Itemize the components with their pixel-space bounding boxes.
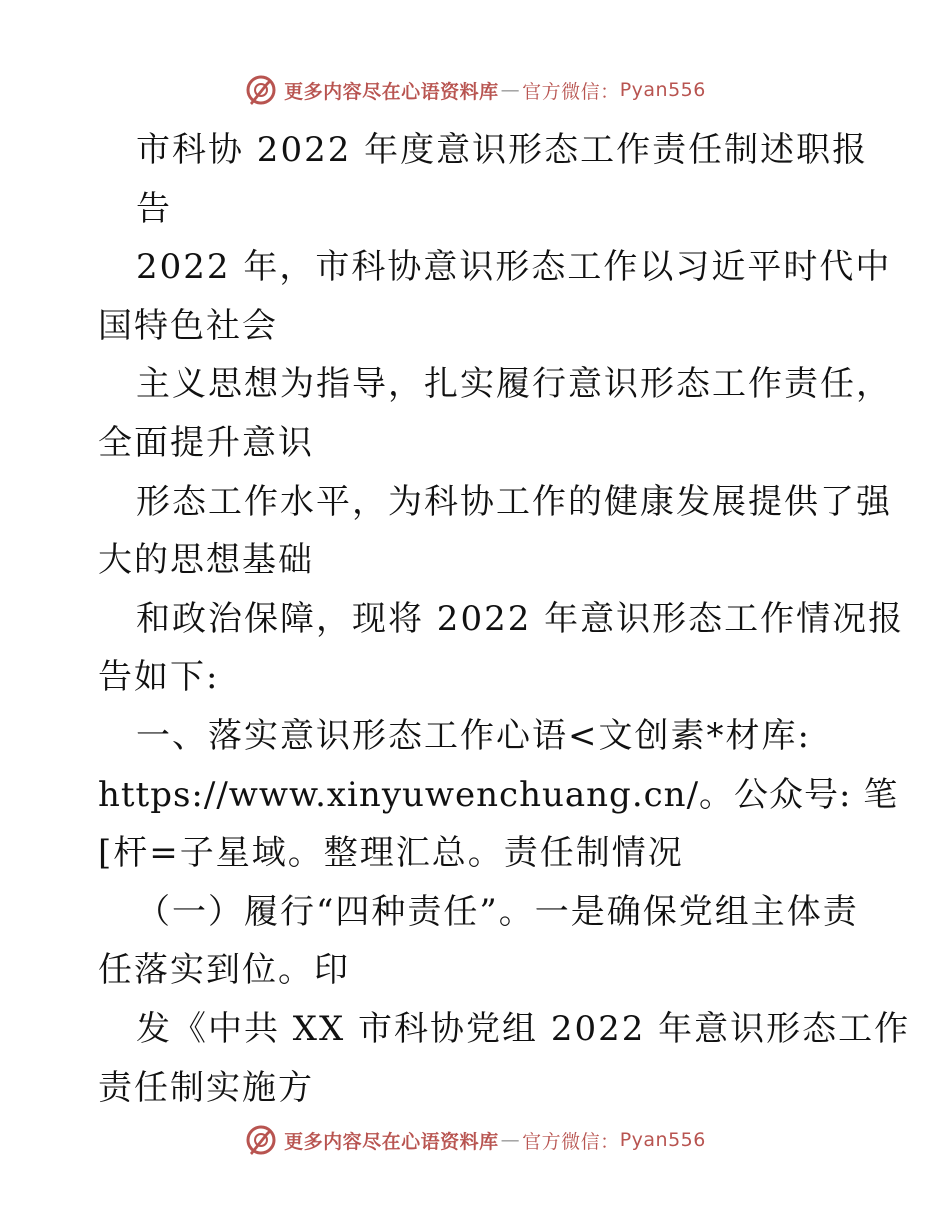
document-line: [杆=子星域。整理汇总。责任制情况	[98, 833, 684, 874]
banner-dash: —	[500, 79, 521, 101]
document-line: 发《中共 XX 市科协党组 2022 年意识形态工作	[136, 1008, 911, 1049]
document-body	[98, 121, 911, 1117]
banner-main-text: 更多内容尽在心语资料库	[284, 1130, 499, 1153]
banner-dash: —	[500, 1129, 521, 1151]
document-line: 市科协 2022 年度意识形态工作责任制述职报	[136, 130, 869, 170]
document-line: 任落实到位。印	[98, 950, 350, 991]
document-line: 主义思想为指导，扎实履行意识形态工作责任，	[136, 364, 892, 405]
document-line: 告	[136, 188, 172, 229]
document-line: 国特色社会	[98, 305, 278, 346]
document-line: 大的思想基础	[98, 540, 314, 581]
banner-main-text: 更多内容尽在心语资料库	[284, 80, 499, 103]
banner-sub-text: 官方微信：	[522, 80, 620, 103]
document-line: 全面提升意识	[98, 422, 314, 463]
document-line: 责任制实施方	[98, 1067, 314, 1108]
header-banner	[0, 70, 950, 110]
document-line: 一、落实意识形态工作心语<文创素*材库:	[136, 715, 811, 756]
document-line: 告如下:	[98, 657, 220, 698]
banner-sub-text: 官方微信：	[522, 1130, 620, 1153]
brand-logo-icon	[244, 1123, 278, 1157]
document-line: 2022 年，市科协意识形态工作以习近平时代中	[136, 247, 892, 288]
document-line: 形态工作水平，为科协工作的健康发展提供了强	[136, 481, 892, 522]
brand-logo-icon	[244, 73, 278, 107]
document-line: 和政治保障，现将 2022 年意识形态工作情况报	[136, 598, 905, 639]
document-line: https://www.xinyuwenchuang.cn/。公众号: 笔	[98, 774, 899, 815]
document-line: （一）履行“四种责任”。一是确保党组主体责	[136, 891, 859, 932]
banner-wechat-id: Pyan556	[619, 1129, 706, 1151]
banner-wechat-id: Pyan556	[619, 79, 706, 101]
footer-banner	[0, 1120, 950, 1160]
